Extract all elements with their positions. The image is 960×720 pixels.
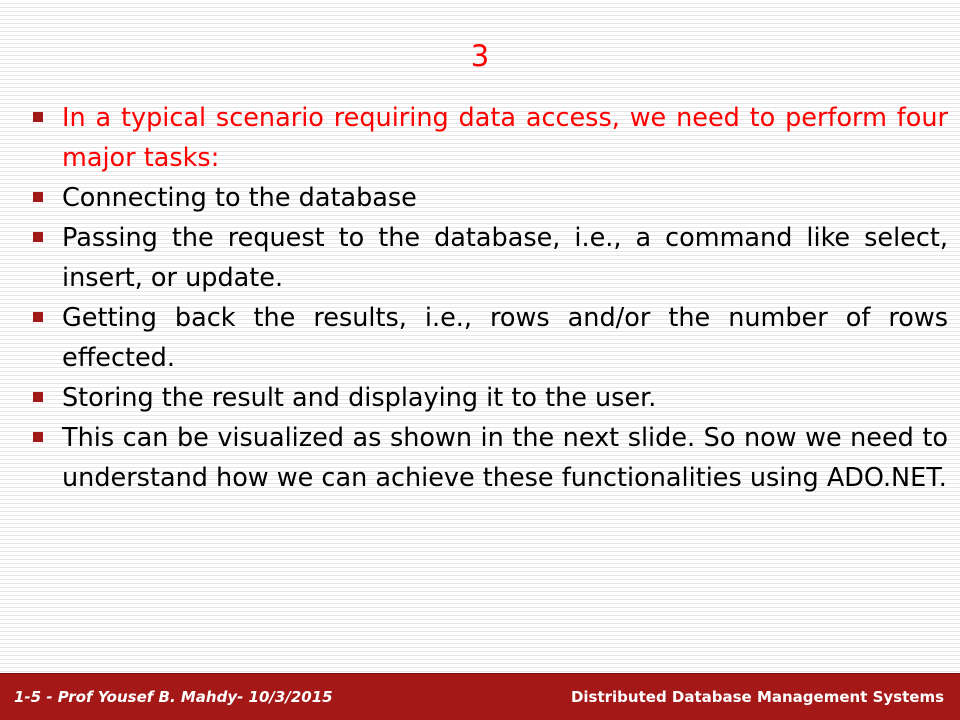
bullet-text: Passing the request to the database, i.e., a command like select, insert, or update.	[62, 223, 948, 293]
square-bullet-icon	[33, 392, 43, 402]
bullet-item-intro	[0, 98, 960, 178]
bullet-item-storing	[0, 378, 960, 418]
bullet-text: In a typical scenario requiring data access, we need to perform four major tasks:	[62, 103, 948, 173]
square-bullet-icon	[33, 192, 43, 202]
bullet-item-results	[0, 298, 960, 378]
bullet-list	[0, 98, 960, 498]
bullet-text: Getting back the results, i.e., rows and/or the number of rows effected.	[62, 303, 948, 373]
square-bullet-icon	[33, 112, 43, 122]
bullet-item-connect	[0, 178, 960, 218]
slide-title: 3	[470, 39, 490, 73]
square-bullet-icon	[33, 432, 43, 442]
footer-bar	[0, 673, 960, 720]
square-bullet-icon	[33, 232, 43, 242]
bullet-text: Connecting to the database	[62, 183, 417, 213]
bullet-item-visualize	[0, 418, 960, 498]
square-bullet-icon	[33, 312, 43, 322]
bullet-text: Storing the result and displaying it to the user.	[62, 383, 657, 413]
footer-course-title: Distributed Database Management Systems	[570, 688, 944, 706]
footer-author-date: 1-5 - Prof Yousef B. Mahdy- 10/3/2015	[14, 688, 333, 706]
bullet-text: This can be visualized as shown in the next slide. So now we need to understand how we can achieve these functionalities using ADO.NET.	[62, 423, 948, 493]
bullet-item-request	[0, 218, 960, 298]
